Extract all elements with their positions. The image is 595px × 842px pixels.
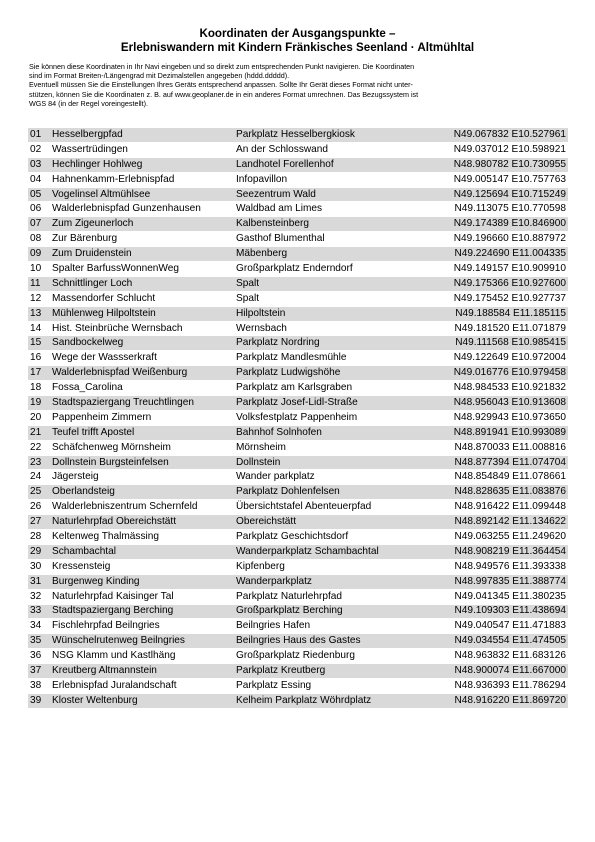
coordinates: N48.916220 E11.869720 [438, 693, 568, 708]
table-row [28, 649, 568, 664]
intro-p2-line-3: WGS 84 (in der Regel voreingestellt). [29, 98, 149, 108]
coordinates: N49.111568 E10.985415 [438, 336, 568, 351]
route-number: 21 [28, 425, 50, 440]
route-number: 32 [28, 589, 50, 604]
start-point: Parkplatz Essing [234, 678, 438, 693]
route-name: Hechlinger Hohlweg [50, 157, 234, 172]
table-row [28, 366, 568, 381]
coordinates: N49.122649 E10.972004 [438, 351, 568, 366]
table-row [28, 425, 568, 440]
coordinates: N48.936393 E11.786294 [438, 678, 568, 693]
route-number: 38 [28, 678, 50, 693]
route-number: 09 [28, 247, 50, 262]
coordinates: N49.063255 E11.249620 [438, 530, 568, 545]
start-point: Parkplatz Naturlehrpfad [234, 589, 438, 604]
route-name: Fossa_Carolina [50, 381, 234, 396]
route-name: Hahnenkamm-Erlebnispfad [50, 172, 234, 187]
coordinates-table-body [28, 128, 568, 708]
route-number: 13 [28, 306, 50, 321]
route-number: 33 [28, 604, 50, 619]
table-row [28, 619, 568, 634]
coordinates: N49.109303 E11.438694 [438, 604, 568, 619]
coordinates: N48.877394 E11.074704 [438, 455, 568, 470]
route-name: Schambachtal [50, 544, 234, 559]
start-point: Mäbenberg [234, 247, 438, 262]
route-number: 26 [28, 500, 50, 515]
start-point: Parkplatz Hesselbergkiosk [234, 128, 438, 142]
coordinates: N49.149157 E10.909910 [438, 262, 568, 277]
route-number: 07 [28, 217, 50, 232]
route-name: Zum Druidenstein [50, 247, 234, 262]
table-row [28, 440, 568, 455]
route-number: 27 [28, 515, 50, 530]
start-point: Dollnstein [234, 455, 438, 470]
route-number: 23 [28, 455, 50, 470]
coordinates: N49.041345 E11.380235 [438, 589, 568, 604]
table-row [28, 291, 568, 306]
route-name: Fischlehrpfad Beilngries [50, 619, 234, 634]
route-number: 20 [28, 410, 50, 425]
route-name: Massendorfer Schlucht [50, 291, 234, 306]
table-row [28, 455, 568, 470]
route-name: Wege der Wassserkraft [50, 351, 234, 366]
route-number: 34 [28, 619, 50, 634]
coordinates: N48.929943 E10.973650 [438, 410, 568, 425]
route-number: 31 [28, 574, 50, 589]
route-name: Naturlehrpfad Obereichstätt [50, 515, 234, 530]
route-name: Kreutberg Altmannstein [50, 664, 234, 679]
start-point: Parkplatz am Karlsgraben [234, 381, 438, 396]
route-number: 37 [28, 664, 50, 679]
table-row [28, 247, 568, 262]
coordinates-table [28, 128, 568, 709]
route-name: Jägersteig [50, 470, 234, 485]
start-point: Großparkplatz Enderndorf [234, 262, 438, 277]
start-point: Kipfenberg [234, 559, 438, 574]
route-number: 39 [28, 693, 50, 708]
start-point: Parkplatz Nordring [234, 336, 438, 351]
coordinates: N48.980782 E10.730955 [438, 157, 568, 172]
route-name: Zur Bärenburg [50, 232, 234, 247]
route-name: Hist. Steinbrüche Wernsbach [50, 321, 234, 336]
start-point: Großparkplatz Riedenburg [234, 649, 438, 664]
intro-p1-line-2: sind im Format Breiten-/Längengrad mit Dezimalstellen angegeben (hddd.ddddd). [29, 71, 290, 81]
table-row [28, 306, 568, 321]
table-row [28, 276, 568, 291]
route-number: 14 [28, 321, 50, 336]
table-row [28, 202, 568, 217]
start-point: Wanderparkplatz [234, 574, 438, 589]
coordinates: N48.891941 E10.993089 [438, 425, 568, 440]
route-number: 19 [28, 396, 50, 411]
start-point: Parkplatz Kreutberg [234, 664, 438, 679]
table-row [28, 530, 568, 545]
route-name: Zum Zigeunerloch [50, 217, 234, 232]
start-point: Volksfestplatz Pappenheim [234, 410, 438, 425]
route-number: 16 [28, 351, 50, 366]
route-number: 01 [28, 128, 50, 142]
coordinates: N49.175452 E10.927737 [438, 291, 568, 306]
route-name: Stadtspaziergang Treuchtlingen [50, 396, 234, 411]
start-point: Bahnhof Solnhofen [234, 425, 438, 440]
route-name: Pappenheim Zimmern [50, 410, 234, 425]
intro-paragraph-1 [29, 62, 569, 80]
start-point: Parkplatz Josef-Lidl-Straße [234, 396, 438, 411]
coordinates: N48.997835 E11.388774 [438, 574, 568, 589]
table-row [28, 396, 568, 411]
start-point: Landhotel Forellenhof [234, 157, 438, 172]
route-name: Stadtspaziergang Berching [50, 604, 234, 619]
coordinates: N49.181520 E11.071879 [438, 321, 568, 336]
table-row [28, 515, 568, 530]
coordinates: N48.984533 E10.921832 [438, 381, 568, 396]
intro-p2-line-1: Eventuell müssen Sie die Einstellungen Ihres Geräts entsprechend anpassen. Sollte Ihr Gerät dieses Format nicht unter- [29, 80, 413, 90]
route-name: Kloster Weltenburg [50, 693, 234, 708]
start-point: Hilpoltstein [234, 306, 438, 321]
start-point: Wernsbach [234, 321, 438, 336]
start-point: Spalt [234, 291, 438, 306]
route-number: 10 [28, 262, 50, 277]
coordinates: N49.037012 E10.598921 [438, 142, 568, 157]
route-number: 06 [28, 202, 50, 217]
coordinates: N48.956043 E10.913608 [438, 396, 568, 411]
route-name: Naturlehrpfad Kaisinger Tal [50, 589, 234, 604]
route-name: Walderlebniszentrum Schernfeld [50, 500, 234, 515]
coordinates: N49.016776 E10.979458 [438, 366, 568, 381]
route-name: Wünschelrutenweg Beilngries [50, 634, 234, 649]
table-row [28, 157, 568, 172]
route-number: 03 [28, 157, 50, 172]
table-row [28, 634, 568, 649]
coordinates: N49.113075 E10.770598 [438, 202, 568, 217]
start-point: Parkplatz Ludwigshöhe [234, 366, 438, 381]
coordinates: N49.175366 E10.927600 [438, 276, 568, 291]
coordinates: N48.949576 E11.393338 [438, 559, 568, 574]
route-number: 35 [28, 634, 50, 649]
coordinates: N48.870033 E11.008816 [438, 440, 568, 455]
route-name: Burgenweg Kinding [50, 574, 234, 589]
start-point: Mörnsheim [234, 440, 438, 455]
start-point: Waldbad am Limes [234, 202, 438, 217]
intro-paragraph-2 [29, 80, 569, 108]
route-number: 02 [28, 142, 50, 157]
route-number: 30 [28, 559, 50, 574]
table-row [28, 664, 568, 679]
coordinates: N48.892142 E11.134622 [438, 515, 568, 530]
start-point: Beilngries Hafen [234, 619, 438, 634]
route-name: Walderlebnispfad Gunzenhausen [50, 202, 234, 217]
route-name: Walderlebnispfad Weißenburg [50, 366, 234, 381]
title-line-2: Erlebniswandern mit Kindern Fränkisches Seenland · Altmühltal [120, 41, 475, 54]
coordinates: N49.040547 E11.471883 [438, 619, 568, 634]
start-point: Gasthof Blumenthal [234, 232, 438, 247]
start-point: Beilngries Haus des Gastes [234, 634, 438, 649]
route-number: 11 [28, 276, 50, 291]
start-point: Spalt [234, 276, 438, 291]
start-point: Übersichtstafel Abenteuerpfad [234, 500, 438, 515]
table-row [28, 678, 568, 693]
coordinates: N48.854849 E11.078661 [438, 470, 568, 485]
table-row [28, 500, 568, 515]
table-row [28, 410, 568, 425]
start-point: Wander parkplatz [234, 470, 438, 485]
document-title [0, 27, 595, 55]
route-number: 17 [28, 366, 50, 381]
table-row [28, 574, 568, 589]
table-row [28, 351, 568, 366]
route-name: Hesselbergpfad [50, 128, 234, 142]
route-number: 05 [28, 187, 50, 202]
start-point: Infopavillon [234, 172, 438, 187]
start-point: Obereichstätt [234, 515, 438, 530]
table-row [28, 172, 568, 187]
start-point: Parkplatz Geschichtsdorf [234, 530, 438, 545]
coordinates: N49.224690 E11.004335 [438, 247, 568, 262]
coordinates: N48.963832 E11.683126 [438, 649, 568, 664]
route-name: Teufel trifft Apostel [50, 425, 234, 440]
route-name: Wassertrüdingen [50, 142, 234, 157]
start-point: Kelheim Parkplatz Wöhrdplatz [234, 693, 438, 708]
table-row [28, 693, 568, 708]
table-row [28, 336, 568, 351]
start-point: Kalbensteinberg [234, 217, 438, 232]
title-line-1: Koordinaten der Ausgangspunkte – [199, 27, 396, 40]
table-row [28, 217, 568, 232]
route-number: 25 [28, 485, 50, 500]
route-number: 24 [28, 470, 50, 485]
route-name: Kressensteig [50, 559, 234, 574]
table-row [28, 187, 568, 202]
coordinates: N48.908219 E11.364454 [438, 544, 568, 559]
route-name: Oberlandsteig [50, 485, 234, 500]
coordinates: N49.188584 E11.185115 [438, 306, 568, 321]
route-name: Mühlenweg Hilpoltstein [50, 306, 234, 321]
table-row [28, 321, 568, 336]
table-row [28, 262, 568, 277]
start-point: Seezentrum Wald [234, 187, 438, 202]
route-name: Sandbockelweg [50, 336, 234, 351]
start-point: An der Schlosswand [234, 142, 438, 157]
coordinates: N48.900074 E11.667000 [438, 664, 568, 679]
route-number: 15 [28, 336, 50, 351]
table-row [28, 470, 568, 485]
coordinates: N49.034554 E11.474505 [438, 634, 568, 649]
route-number: 04 [28, 172, 50, 187]
route-name: Keltenweg Thalmässing [50, 530, 234, 545]
table-row [28, 544, 568, 559]
route-number: 36 [28, 649, 50, 664]
start-point: Wanderparkplatz Schambachtal [234, 544, 438, 559]
table-row [28, 128, 568, 142]
route-name: Vogelinsel Altmühlsee [50, 187, 234, 202]
coordinates: N49.005147 E10.757763 [438, 172, 568, 187]
route-name: Erlebnispfad Juralandschaft [50, 678, 234, 693]
route-name: Schäfchenweg Mörnsheim [50, 440, 234, 455]
intro-text [29, 62, 569, 108]
table-row [28, 142, 568, 157]
table-row [28, 232, 568, 247]
route-number: 28 [28, 530, 50, 545]
start-point: Großparkplatz Berching [234, 604, 438, 619]
table-row [28, 589, 568, 604]
route-name: Dollnstein Burgsteinfelsen [50, 455, 234, 470]
route-name: NSG Klamm und Kastlhäng [50, 649, 234, 664]
start-point: Parkplatz Mandlesmühle [234, 351, 438, 366]
coordinates: N49.196660 E10.887972 [438, 232, 568, 247]
coordinates: N48.828635 E11.083876 [438, 485, 568, 500]
coordinates: N48.916422 E11.099448 [438, 500, 568, 515]
route-number: 29 [28, 544, 50, 559]
route-number: 22 [28, 440, 50, 455]
start-point: Parkplatz Dohlenfelsen [234, 485, 438, 500]
coordinates: N49.125694 E10.715249 [438, 187, 568, 202]
intro-p1-line-1: Sie können diese Koordinaten in Ihr Navi eingeben und so direkt zum entsprechenden Punkt navigieren. Die Koordinaten [29, 62, 415, 71]
table-row [28, 381, 568, 396]
table-row [28, 559, 568, 574]
route-name: Schnittlinger Loch [50, 276, 234, 291]
route-number: 18 [28, 381, 50, 396]
coordinates: N49.174389 E10.846900 [438, 217, 568, 232]
table-row [28, 604, 568, 619]
route-name: Spalter BarfussWonnenWeg [50, 262, 234, 277]
coordinates: N49.067832 E10.527961 [438, 128, 568, 142]
route-number: 08 [28, 232, 50, 247]
intro-p2-line-2: stützen, können Sie die Koordinaten z. B. auf www.geoplaner.de in ein anderes Format umrechnen. Das Bezugssystem ist [29, 89, 419, 99]
route-number: 12 [28, 291, 50, 306]
table-row [28, 485, 568, 500]
